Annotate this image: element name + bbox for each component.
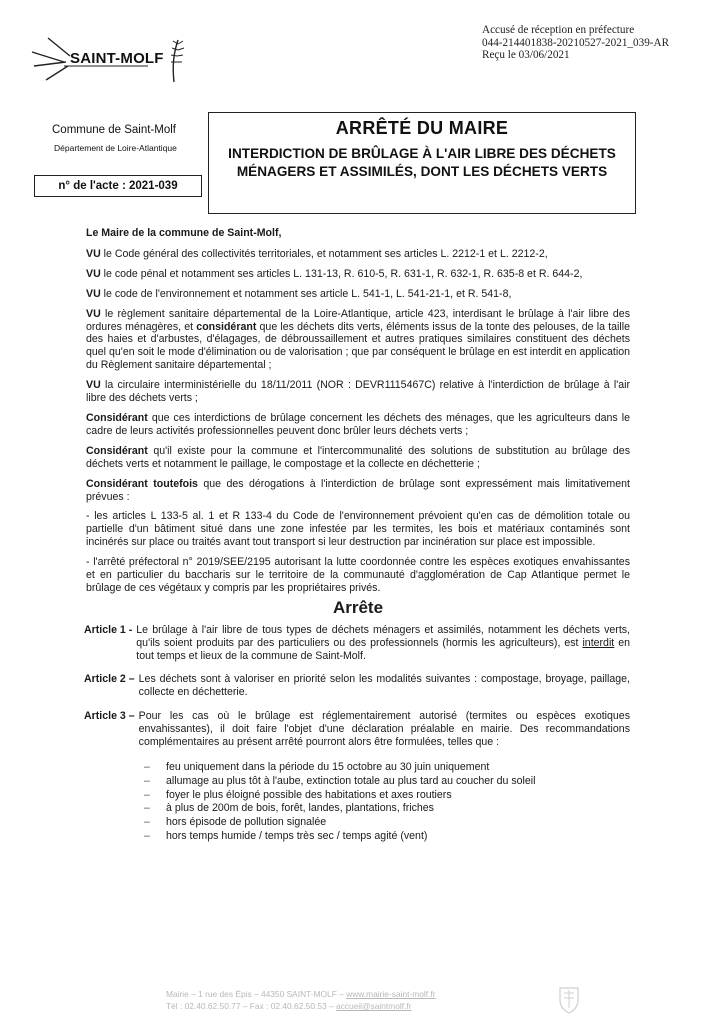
email-link[interactable]: accueil@saintmolf.fr [335,1001,412,1011]
arrete-heading: Arrête [332,597,384,617]
list-item: – à plus de 200m de bois, forêt, landes, plantations, friches [144,802,434,815]
list-item: – feu uniquement dans la période du 15 octobre au 30 juin uniquement [144,761,490,773]
article-1-label: Article 1 - [84,623,133,636]
list-item: – hors temps humide / temps très sec / temps agité (vent) [144,829,428,842]
considerant-agriculteurs: Considérant que ces interdictions de brûlage concernent les déchets des ménages, que les agriculteurs dans le cadre de leurs activités professionnelles peuvent donc brûler leurs déchets verts ; [86,411,630,437]
footer [166,988,436,1012]
considerant-derogations: Considérant toutefois que des dérogations à l'interdiction de brûlage sont expressément mais limitativement prévues : [86,477,630,503]
article-2 [84,673,630,699]
list-item: – hors épisode de pollution signalée [144,816,327,829]
article-1 [84,624,630,663]
considerant-solutions: Considérant qu'il existe pour la commune et l'intercommunalité des solutions de substitution au brûlage des déchets verts et notamment le paillage, le compostage et la collecte en déchetterie ; [86,444,630,470]
vu-cgct: VU le Code général des collectivités territoriales, et notamment ses articles L. 2212-1 et L. 2212-2, [86,247,548,260]
list-item: – foyer le plus éloigné possible des habitations et axes routiers [144,788,452,801]
document-body [86,227,630,844]
departement-name: Département de Loire-Atlantique [54,143,177,153]
prefecture-receipt-stamp [482,24,718,62]
article-3 [84,710,630,749]
document-title: ARRÊTÉ DU MAIRE [335,118,509,138]
document-subtitle: INTERDICTION DE BRÛLAGE À L'AIR LIBRE DES DÉCHETS MÉNAGERS ET ASSIMILÉS, DONT LES DÉCHETS VERTS [228,146,616,179]
receipt-line-1: Accusé de réception en préfecture [482,24,635,36]
mayor-intro: Le Maire de la commune de Saint-Molf, [86,227,282,239]
website-link[interactable]: www.mairie-saint-molf.fr [346,989,436,999]
vu-circulaire: VU la circulaire interministérielle du 18/11/2011 (NOR : DEVR1115467C) relative à l'interdiction de brûlage à l'air libre des déchets verts ; [86,379,630,405]
receipt-line-2: 044-214401838-20210527-2021_039-AR [482,36,670,49]
logo-text: SAINT-MOLF [70,50,164,67]
vu-reglement-sanitaire: VU le règlement sanitaire départemental de la Loire-Atlantique, article 423, interdisant le brûlage à l'air libre des ordures ménagères, et considérant que les déchets dits verts, éléments issus de la tonte des pelouses, de la taille des haies et d'arbustes, d'élagages, de débroussaillement et autres pratiques similaires constituent des déchets quel qu'en soit le mode d'élimination ou de valorisation ; que par conséquent le brûlage en est interdit en application du Règlement sanitaire départemental ; [86,307,630,372]
article-2-text: Les déchets sont à valoriser en priorité selon les modalités suivantes : compostage, broyage, paillage, collecte en déchetterie. [138,673,630,699]
vu-code-environnement: VU le code de l'environnement et notamment ses article L. 541-1, L. 541-21-1, et R. 541-8, [86,287,512,300]
receipt-line-3: Reçu le 03/06/2021 [482,49,570,62]
title-box [208,112,636,214]
article-3-text: Pour les cas où le brûlage est réglementairement autorisé (termites ou espèces exotiques envahissantes), il doit faire l'objet d'une déclaration préalable en mairie. Des recommandations complémentaires au présent arrêté pourront alors être formulées, telles que : [138,710,630,749]
derogation-termites: - les articles L 133-5 al. 1 et R 133-4 du Code de l'environnement prévoient qu'en cas de démolition totale ou partielle d'un bâtiment situé dans une zone infestée par les termites, les bois et matériaux contaminés sont incinérés sur place ou traités avant tout transport si leur destruction par incinération sur place est impossible. [86,510,630,549]
article-3-label: Article 3 – [84,710,135,723]
recommendations-list [144,761,630,844]
commune-name: Commune de Saint-Molf [52,124,176,136]
article-2-label: Article 2 – [84,673,135,686]
vu-code-penal: VU le code pénal et notamment ses articles L. 131-13, R. 610-5, R. 631-1, R. 632-1, R. 635-8 et R. 644-2, [86,267,583,280]
article-1-text: Le brûlage à l'air libre de tous types de déchets ménagers et assimilés, notamment les déchets verts, qu'ils soient produits par des particuliers ou des professionnels (hormis les agriculteurs), est interdit en tout temps et lieux de la commune de Saint-Molf. [136,623,630,662]
crest-icon [558,984,580,1014]
footer-address: Mairie – 1 rue des Épis – 44350 SAINT-MOLF – www.mairie-saint-molf.fr [166,989,436,999]
list-item: – allumage au plus tôt à l'aube, extinction totale au plus tard au coucher du soleil [144,774,536,787]
acte-number-box: n° de l'acte : 2021-039 [34,175,202,197]
derogation-baccharis: - l'arrêté préfectoral n° 2019/SEE/2195 autorisant la lutte coordonnée contre les espèces exotiques envahissantes et en particulier du baccharis sur le territoire de la communauté d'agglomération de Cap Atlantique permet le brûlage de ces végétaux y compris par les propriétaires privés. [86,556,630,594]
footer-contact: Tél : 02.40.62.50.77 – Fax : 02.40.62.50.53 – accueil@saintmolf.fr [166,1001,412,1011]
